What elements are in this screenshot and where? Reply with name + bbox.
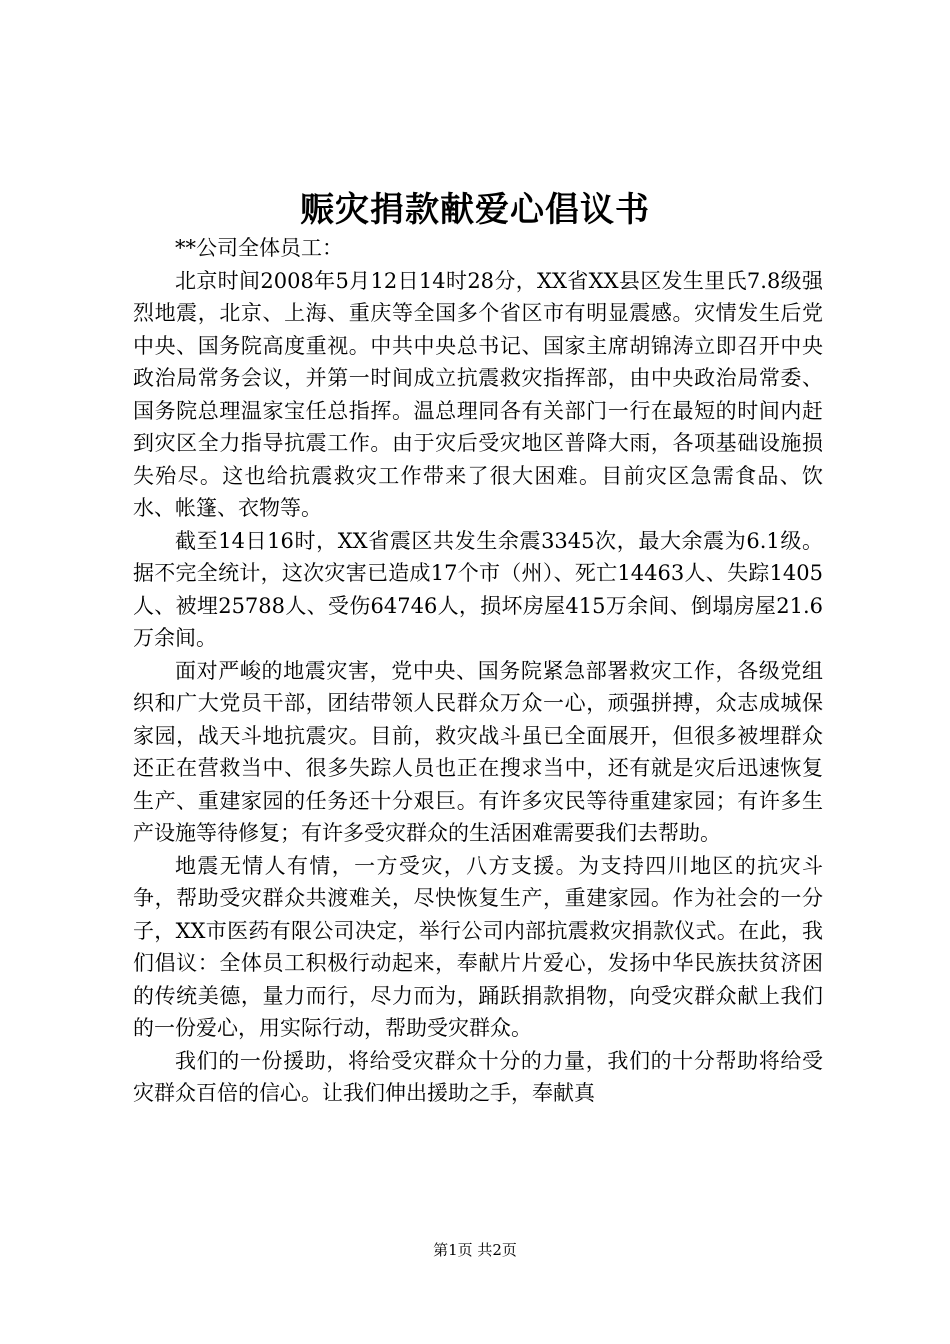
paragraph-3: 面对严峻的地震灾害，党中央、国务院紧急部署救灾工作，各级党组织和广大党员干部，团结带领人民群众万众一心，顽强拼搏，众志成城保家园，战天斗地抗震灾。目前，救灾战斗虽已全面展开，但很多被埋群众还正在营救当中、很多失踪人员也正在搜求当中，还有就是灾后迅速恢复生产、重建家园的任务还十分艰巨。有许多灾民等待重建家园；有许多生产设施等待修复；有许多受灾群众的生活困难需要我们去帮助。 — [133, 658, 823, 845]
document-body — [133, 232, 823, 1110]
document-title: 赈灾捐款献爱心倡议书 — [300, 190, 650, 230]
paragraph-1: 北京时间2008年5月12日14时28分，XX省XX县区发生里氏7.8级强烈地震，北京、上海、重庆等全国多个省区市有明显震感。灾情发生后党中央、国务院高度重视。中共中央总书记、国家主席胡锦涛立即召开中央政治局常务会议，并第一时间成立抗震救灾指挥部，由中央政治局常委、国务院总理温家宝任总指挥。温总理同各有关部门一行在最短的时间内赶到灾区全力指导抗震工作。由于灾后受灾地区普降大雨，各项基础设施损失殆尽。这也给抗震救灾工作带来了很大困难。目前灾区急需食品、饮水、帐篷、衣物等。 — [133, 268, 823, 520]
paragraph-4: 地震无情人有情，一方受灾，八方支援。为支持四川地区的抗灾斗争，帮助受灾群众共渡难关，尽快恢复生产，重建家园。作为社会的一分子，XX市医药有限公司决定，举行公司内部抗震救灾捐款仪式。在此，我们倡议：全体员工积极行动起来，奉献片片爱心，发扬中华民族扶贫济困的传统美德，量力而行，尽力而为，踊跃捐款捐物，向受灾群众献上我们的一份爱心，用实际行动，帮助受灾群众。 — [133, 853, 823, 1040]
page-number-footer: 第1页 共2页 — [433, 1241, 517, 1259]
paragraph-5: 我们的一份援助，将给受灾群众十分的力量，我们的十分帮助将给受灾群众百倍的信心。让我们伸出援助之手，奉献真 — [133, 1048, 823, 1105]
salutation: **公司全体员工： — [175, 236, 343, 260]
paragraph-2: 截至14日16时，XX省震区共发生余震3345次，最大余震为6.1级。据不完全统计，这次灾害已造成17个市（州）、死亡14463人、失踪1405人、被埋25788人、受伤64746人，损坏房屋415万余间、倒塌房屋21.6万余间。 — [133, 528, 823, 650]
